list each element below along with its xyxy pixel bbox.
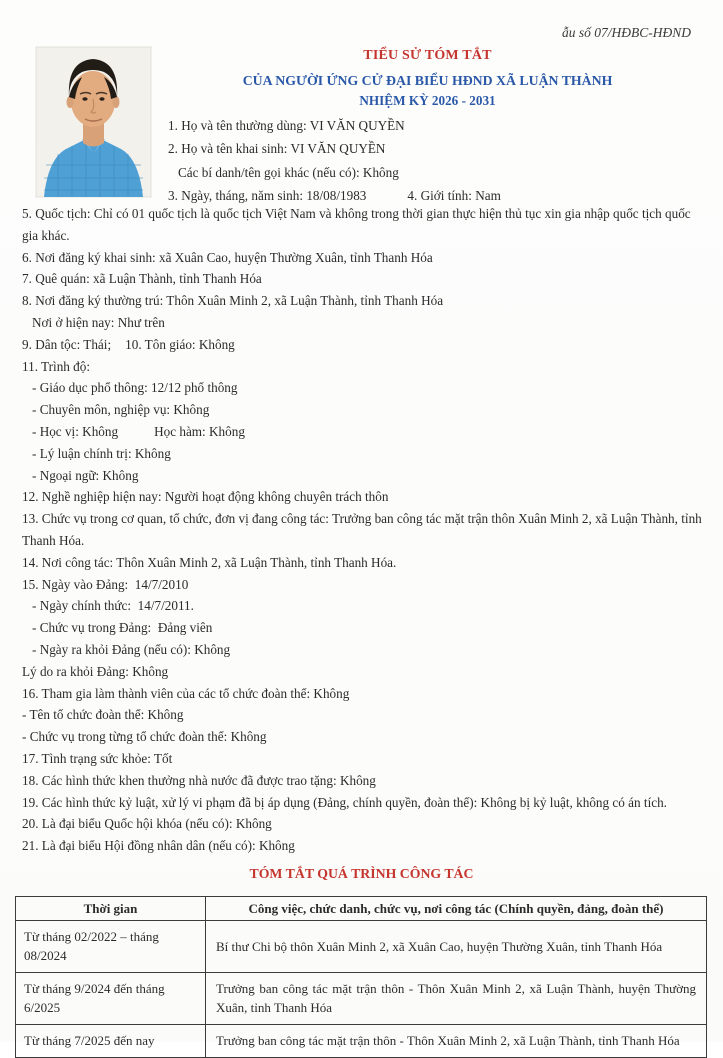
field-edu-political-theory: - Lý luận chính trị: Không (32, 445, 171, 461)
career-row-period: Từ tháng 02/2022 – tháng 08/2024 (16, 921, 206, 973)
career-history-table (15, 896, 707, 1058)
career-section-title: TÓM TẮT QUÁ TRÌNH CÔNG TÁC (249, 866, 474, 881)
field-health: 17. Tình trạng sức khỏe: Tốt (22, 750, 173, 766)
document-subtitle: CỦA NGƯỜI ỨNG CỬ ĐẠI BIỂU HĐND XÃ LUẬN THÀNH (242, 73, 613, 88)
field-birth-registration: 6. Nơi đăng ký khai sinh: xã Xuân Cao, huyện Thường Xuân, tỉnh Thanh Hóa (22, 249, 433, 265)
field-permanent-residence: 8. Nơi đăng ký thường trú: Thôn Xuân Minh 2, xã Luận Thành, tỉnh Thanh Hóa (22, 293, 444, 309)
career-row-period: Từ tháng 7/2025 đến nay (16, 1025, 206, 1058)
field-dob: 3. Ngày, tháng, năm sinh: 18/08/1983 (168, 188, 367, 204)
personal-info-block (168, 114, 709, 208)
career-table-row (16, 1025, 707, 1058)
field-education-heading: 11. Trình độ: (22, 358, 91, 374)
career-header-period: Thời gian (16, 897, 206, 921)
field-party-position: - Chức vụ trong Đảng: Đảng viên (32, 620, 213, 636)
field-current-residence: Nơi ở hiện nay: Như trên (32, 314, 165, 330)
field-hometown: 7. Quê quán: xã Luận Thành, tỉnh Thanh Hóa (22, 271, 262, 287)
field-workplace: 14. Nơi công tác: Thôn Xuân Minh 2, xã Luận Thành, tỉnh Thanh Hóa. (22, 554, 397, 570)
field-union-name: - Tên tổ chức đoàn thể: Không (22, 707, 184, 723)
field-name-birth: 2. Họ và tên khai sinh: VI VĂN QUYỀN (168, 141, 386, 157)
field-edu-degree-title (22, 421, 707, 443)
field-position: 13. Chức vụ trong cơ quan, tổ chức, đơn vị đang công tác: Trưởng ban công tác mặt trận thôn Xuân Minh 2, xã Luận Thành, tỉnh Thanh Hóa. (22, 511, 705, 548)
candidate-photo (36, 47, 151, 197)
field-union-membership: 16. Tham gia làm thành viên của các tổ chức đoàn thể: Không (22, 685, 350, 701)
form-number: ẫu số 07/HĐBC-HĐND (561, 25, 691, 40)
field-party-leave-date: - Ngày ra khỏi Đảng (nếu có): Không (32, 641, 231, 657)
field-ethnicity-religion (22, 334, 707, 356)
biography-list (22, 203, 707, 857)
document-title: TIỂU SỬ TÓM TẮT (363, 48, 492, 63)
document-term: NHIỆM KỲ 2026 - 2031 (359, 93, 496, 108)
career-table-header-row (16, 897, 707, 921)
field-edu-professional: - Chuyên môn, nghiệp vụ: Không (32, 402, 210, 418)
field-awards: 18. Các hình thức khen thưởng nhà nước đã được trao tặng: Không (22, 772, 376, 788)
field-religion: 10. Tôn giáo: Không (125, 336, 235, 352)
career-row-work: Trưởng ban công tác mặt trận thôn - Thôn Xuân Minh 2, xã Luận Thành, huyện Thường Xuân, tỉnh Thanh Hóa (206, 973, 707, 1025)
field-edu-academic-title: Học hàm: Không (154, 423, 245, 439)
career-header-work: Công việc, chức danh, chức vụ, nơi công tác (Chính quyền, đảng, đoàn thể) (206, 897, 707, 921)
field-national-assembly: 20. Là đại biểu Quốc hội khóa (nếu có): Không (22, 816, 272, 832)
career-row-period: Từ tháng 9/2024 đến tháng 6/2025 (16, 973, 206, 1025)
document-header (140, 48, 715, 109)
field-union-position: - Chức vụ trong từng tổ chức đoàn thể: Không (22, 729, 267, 745)
field-edu-degree: - Học vị: Không (32, 423, 119, 439)
field-ethnicity: 9. Dân tộc: Thái; (22, 336, 112, 352)
field-party-official-date: - Ngày chính thức: 14/7/2011. (32, 598, 194, 614)
career-table-row (16, 973, 707, 1025)
portrait-illustration (36, 47, 151, 197)
career-row-work: Bí thư Chi bộ thôn Xuân Minh 2, xã Xuân Cao, huyện Thường Xuân, tỉnh Thanh Hóa (206, 921, 707, 973)
field-discipline: 19. Các hình thức kỷ luật, xử lý vi phạm đã bị áp dụng (Đảng, chính quyền, đoàn thể): Không bị kỷ luật, không có án tích. (22, 794, 667, 810)
field-peoples-council: 21. Là đại biểu Hội đồng nhân dân (nếu có): Không (22, 838, 295, 854)
field-edu-general: - Giáo dục phổ thông: 12/12 phổ thông (32, 380, 238, 396)
field-edu-foreign-language: - Ngoại ngữ: Không (32, 467, 139, 483)
career-table-row (16, 921, 707, 973)
field-alias: Các bí danh/tên gọi khác (nếu có): Không (178, 164, 399, 180)
field-nationality: 5. Quốc tịch: Chỉ có 01 quốc tịch là quốc tịch Việt Nam và không trong thời gian thực hiện thủ tục xin gia nhập quốc tịch quốc gia khác. (22, 206, 694, 243)
field-party-leave-reason: Lý do ra khỏi Đảng: Không (22, 663, 169, 679)
career-row-work: Trưởng ban công tác mặt trận thôn - Thôn Xuân Minh 2, xã Luận Thành, tỉnh Thanh Hóa (206, 1025, 707, 1058)
field-occupation: 12. Nghề nghiệp hiện nay: Người hoạt động không chuyên trách thôn (22, 489, 389, 505)
field-name-used: 1. Họ và tên thường dùng: VI VĂN QUYỀN (168, 118, 405, 133)
field-gender: 4. Giới tính: Nam (407, 188, 501, 204)
field-party-join-date: 15. Ngày vào Đảng: 14/7/2010 (22, 576, 189, 592)
